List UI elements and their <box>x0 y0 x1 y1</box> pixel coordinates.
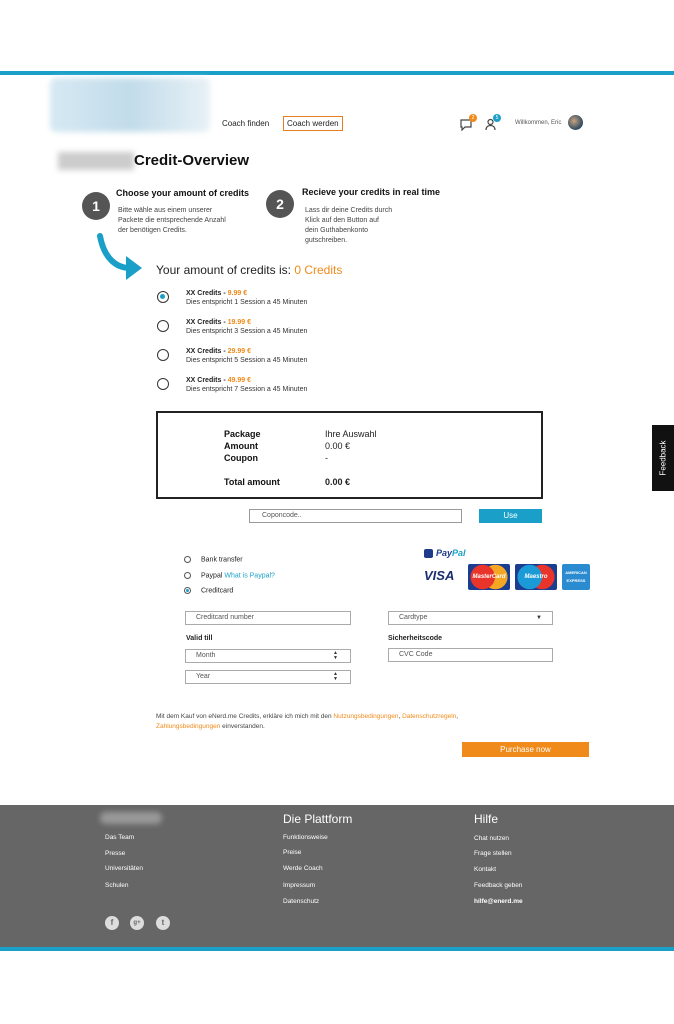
use-coupon-button[interactable]: Use <box>479 509 542 523</box>
top-accent-bar <box>0 71 674 75</box>
year-value: Year <box>196 673 211 680</box>
credits-label: Your amount of credits is: <box>156 263 291 277</box>
step-1-number: 1 <box>82 192 110 220</box>
year-select[interactable] <box>185 670 351 684</box>
package-radio-4[interactable] <box>157 378 169 390</box>
nav-coach-werden[interactable]: Coach werden <box>283 116 343 131</box>
summary-coupon-value: - <box>325 453 328 463</box>
package-option-4[interactable]: XX Credits - 49.99 € Dies entspricht 7 Session a 45 Minuten <box>157 377 377 401</box>
payment-option-bank[interactable] <box>184 556 243 563</box>
feedback-tab[interactable]: Feedback <box>652 425 674 491</box>
coupon-input[interactable]: Coponcode.. <box>249 509 462 523</box>
footer-link[interactable]: Datenschutz <box>283 898 320 905</box>
footer-link[interactable]: Kontakt <box>474 866 497 873</box>
package-option-3[interactable]: XX Credits - 29.99 € Dies entspricht 5 Session a 45 Minuten <box>157 348 377 372</box>
footer <box>0 805 674 947</box>
summary-amount-label: Amount <box>224 441 258 451</box>
facebook-icon[interactable]: f <box>105 916 119 930</box>
terms-link-nutzungsbedingungen[interactable]: Nutzungsbedingungen <box>333 713 399 720</box>
package-radio-1[interactable] <box>157 291 169 303</box>
site-logo[interactable] <box>50 78 210 132</box>
package-radio-2[interactable] <box>157 320 169 332</box>
summary-package-value: Ihre Auswahl <box>325 429 377 439</box>
package-option-1[interactable]: XX Credits - 9.99 € Dies entspricht 1 Session a 45 Minuten <box>157 290 377 314</box>
month-select[interactable] <box>185 649 351 663</box>
package-option-2[interactable]: XX Credits - 19.99 € Dies entspricht 3 Session a 45 Minuten <box>157 319 377 343</box>
security-code-label: Sicherheitscode <box>388 635 443 642</box>
paypal-p-icon <box>424 549 433 558</box>
footer-logo <box>100 812 162 824</box>
title-prefix-blurred <box>58 152 134 170</box>
package-radio-3[interactable] <box>157 349 169 361</box>
chevron-down-icon: ▼ <box>536 615 542 621</box>
summary-total-value: 0.00 € <box>325 477 351 487</box>
messages-badge: 2 <box>469 114 477 122</box>
twitter-icon[interactable]: t <box>156 916 170 930</box>
package-price: 29.99 € <box>227 348 251 355</box>
visa-logo: VISA <box>424 568 455 583</box>
cvc-input[interactable]: CVC Code <box>388 648 553 662</box>
footer-heading-plattform: Die Plattform <box>283 812 353 826</box>
cardtype-value: Cardtype <box>399 614 428 621</box>
step-2-number: 2 <box>266 190 294 218</box>
mastercard-logo: MasterCard <box>468 564 510 590</box>
payment-label: Paypal <box>201 572 223 580</box>
payment-radio-bank[interactable] <box>184 556 191 563</box>
footer-link[interactable]: Presse <box>105 850 126 857</box>
footer-link[interactable]: Frage stellen <box>474 850 512 857</box>
welcome-text: Willkommen, Eric <box>515 120 562 126</box>
requests-badge: 5 <box>493 114 501 122</box>
payment-label: Creditcard <box>201 587 234 595</box>
footer-link[interactable]: Schulen <box>105 882 129 889</box>
package-description: Dies entspricht 3 Session a 45 Minuten <box>186 328 308 335</box>
footer-link[interactable]: Feedback geben <box>474 882 523 889</box>
nav-coach-finden[interactable]: Coach finden <box>222 119 270 128</box>
purchase-now-button[interactable]: Purchase now <box>462 742 589 757</box>
requests-icon[interactable] <box>484 115 499 131</box>
footer-email-link[interactable]: hilfe@enerd.me <box>474 898 523 905</box>
cardtype-select[interactable] <box>388 611 553 625</box>
package-name: XX Credits <box>186 377 222 384</box>
order-summary-box <box>156 411 543 499</box>
terms-link-datenschutz[interactable]: Datenschutzregeln <box>402 713 457 720</box>
summary-package-label: Package <box>224 429 261 439</box>
messages-icon[interactable] <box>460 115 475 131</box>
footer-link[interactable]: Werde Coach <box>283 865 323 872</box>
footer-accent-bar <box>0 947 674 951</box>
step-2-description: Lass dir deine Credits durch Klick auf den Button auf dein Guthabenkonto gutschreiben. <box>305 207 393 244</box>
footer-link[interactable]: Funktionsweise <box>283 834 328 841</box>
step-1-title: Choose your amount of credits <box>116 188 250 198</box>
footer-link[interactable]: Das Team <box>105 834 135 841</box>
page-title: Credit-Overview <box>134 152 250 169</box>
footer-link[interactable]: Universitäten <box>105 865 143 872</box>
paypal-logo: PayPal <box>424 548 466 558</box>
terms-link-zahlungsbedingungen[interactable]: Zahlungsbedingungen <box>156 723 221 730</box>
footer-link[interactable]: Chat nutzen <box>474 835 510 842</box>
summary-coupon-label: Coupon <box>224 453 258 463</box>
curved-arrow-icon <box>96 232 144 287</box>
avatar[interactable] <box>568 115 583 130</box>
month-value: Month <box>196 652 216 659</box>
package-description: Dies entspricht 5 Session a 45 Minuten <box>186 357 308 364</box>
package-price: 19.99 € <box>227 319 251 326</box>
footer-heading-hilfe: Hilfe <box>474 812 499 826</box>
maestro-logo: Maestro <box>515 564 557 590</box>
package-name: XX Credits <box>186 348 222 355</box>
terms-text: Mit dem Kauf von eNerd.me Credits, erkläre ich mich mit den Nutzungsbedingungen, Datenschutzregeln, Zahlungsbedingungen einverstanden. <box>156 713 459 730</box>
creditcard-number-input[interactable]: Creditcard number <box>185 611 351 625</box>
payment-option-paypal[interactable] <box>184 572 275 579</box>
payment-radio-creditcard[interactable] <box>184 587 191 594</box>
payment-label: Bank transfer <box>201 556 243 564</box>
what-is-paypal-link[interactable]: What is Paypal? <box>224 572 275 580</box>
package-price: 9.99 € <box>227 290 248 297</box>
payment-option-creditcard[interactable] <box>184 587 233 594</box>
footer-link[interactable]: Preise <box>283 849 302 856</box>
stepper-arrows-icon: ▲ ▼ <box>333 671 338 682</box>
package-description: Dies entspricht 7 Session a 45 Minuten <box>186 386 308 393</box>
credits-heading <box>156 263 342 277</box>
package-price: 49.99 € <box>227 377 251 384</box>
step-2-title: Recieve your credits in real time <box>302 187 441 197</box>
payment-radio-paypal[interactable] <box>184 572 191 579</box>
credits-value: 0 Credits <box>294 263 343 277</box>
footer-link[interactable]: Impressum <box>283 882 316 889</box>
summary-total-label: Total amount <box>224 477 280 487</box>
google-plus-icon[interactable]: g+ <box>130 916 144 930</box>
stepper-arrows-icon: ▲ ▼ <box>333 650 338 661</box>
package-name: XX Credits <box>186 319 222 326</box>
package-description: Dies entspricht 1 Session a 45 Minuten <box>186 299 308 306</box>
valid-till-label: Valid till <box>186 635 213 642</box>
amex-logo: AMERICAN EXPRESS <box>562 564 590 590</box>
step-1-description: Bitte wähle aus einem unserer Packete die entsprechende Anzahl der benötigen Credits. <box>118 207 226 234</box>
summary-amount-value: 0.00 € <box>325 441 351 451</box>
package-name: XX Credits <box>186 290 222 297</box>
